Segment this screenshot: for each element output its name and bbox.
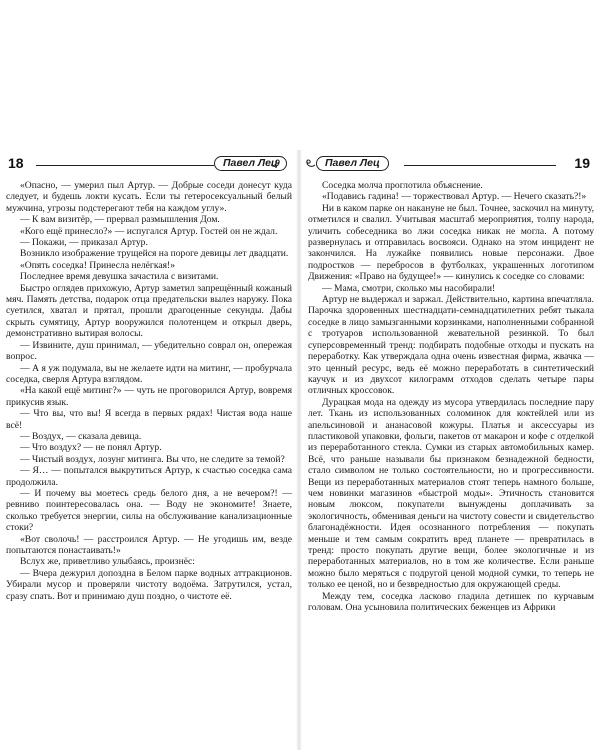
- paragraph: «Вот сволочь! — расстроился Артур. — Не угодишь им, везде попытаются понастаивать!»: [6, 533, 292, 556]
- paragraph: Последнее время девушка зачастила с визитами.: [20, 271, 219, 283]
- book-gutter: [296, 150, 302, 750]
- right-header-curl-ornament: [304, 158, 316, 168]
- paragraph: — Мама, смотри, сколько мы насобирали!: [322, 282, 496, 294]
- right-page: [308, 150, 594, 613]
- paragraph: — Вчера дежурил допоздна в Белом парке водных аттракционов. Убирали мусор и проверяли чистоту водоёма. Затрутился, устал, сразу спать. Вот и принимаю душ поздно, о чистоте её.: [6, 567, 292, 602]
- right-running-head: Павел Лец: [316, 156, 389, 171]
- left-page-header: [6, 150, 292, 174]
- paragraph: Артур не выдержал и заржал. Действительно, картина впечатляла. Парочка здоровенных шестнадцати-семнадцатилетних ребят тыкала соседке в лицо замызганными корзинками, наполненными собранной с тротуаров использованной жевательной резинкой. То был суперсовременный тренд: подбирать подобные отходы и пускать на переработку. Как утверждала одна очень известная фирма, жвачка — это ценный ресурс, ведь её можно переработать в синтетический каучук и из двухсот килограмм отходов сделать четыре пары отличных кроссовок.: [308, 294, 594, 397]
- left-page-number: 18: [8, 155, 24, 171]
- paragraph: Дурацкая мода на одежду из мусора утвердилась последние пару лет. Ткань из использованных соломинок для коктейлей или из апельсиновой и ананасовой кожуры. Платья и аксессуары из пластиковой упаковки, фольги, пакетов от макарон и кофе с отделкой из переработанного стекла. Сумки из старых автомобильных камер. Всё, что раньше называли бы признаком безнадежной бедности, стало символом не только состоятельности, но и прогрессивности. Вещи из переработанных материалов стоят теперь намного больше, чем новинки магазинов «быстрой моды». Этичность становится новым люксом, покупатели вынуждены доплачивать за экологичность, обменивая деньги на чистоту совести и свидетельство благонадёжности. Идея осознанного потребления — покупать меньше и тем самым сократить вред планете — превратилась в тренд: просто покупать другие вещи, более экологичные и из переработанных материалов, но в том же количестве. Если раньше можно было меряться с подругой ценой модной сумки, то теперь не только ее ценой, но и безвредностью для окружающей среды.: [308, 396, 594, 591]
- paragraph: «Подавись гадина! — торжествовал Артур. — Нечего сказать?!»: [322, 191, 587, 203]
- paragraph: Быстро оглядев прихожую, Артур заметил запрещённый кожаный мяч. Память детства, подарок отца предательски вылез наружу. Пока суетился, хватал и прятал, прошли драгоценные секунды. Дабы скрыть сумятицу, Артур вооружился полотенцем и открыл дверь, демонстративно вытирая волосы.: [6, 282, 292, 340]
- paragraph: — Чистый воздух, лозунг митинга. Вы что, не следите за темой?: [20, 453, 285, 465]
- left-header-rule: [36, 165, 214, 166]
- left-running-head: Павел Лец: [214, 156, 287, 171]
- left-header-curl-ornament: [270, 158, 282, 168]
- paragraph: — К вам визитёр, — прервал размышления Дом.: [20, 214, 220, 226]
- paragraph: — Я… — попытался выкрутиться Артур, к счастью соседка сама продолжила.: [6, 465, 292, 488]
- paragraph: Между тем, соседка ласково гладила детишек по курчавым головам. Она усыновила политических беженцев из Африки: [308, 590, 594, 614]
- left-page: [6, 150, 292, 602]
- right-header-rule: [404, 165, 556, 166]
- right-page-header: [308, 150, 594, 174]
- paragraph: Соседка молча проглотила объяснение.: [322, 180, 483, 191]
- paragraph: — Что вы, что вы! Я всегда в первых рядах! Чистая вода наше всё!: [6, 408, 292, 431]
- paragraph: — Извините, душ принимал, — убедительно соврал он, опережая вопрос.: [6, 339, 292, 363]
- paragraph: — Что воздух? — не понял Артур.: [20, 442, 162, 454]
- paragraph: Возникло изображение трущейся на пороге девицы лет двадцати.: [20, 248, 289, 260]
- paragraph: Ни в каком парке он накануне не был. Точнее, заскочил на минуту, отметился и свалил. Учитывая масштаб мероприятия, толпу народа, уличить собеседника во лжи соседка никак не могла. А потому развернулась и отправилась восвояси. Однако на этом инцидент не закончился. На лужайке появились новые персонажи. Двое подростков — перебросов в футболках, украшенных логотипом Движения: «Право на будущее!» — кинулись к соседке со словами:: [308, 202, 594, 283]
- right-page-body: [308, 180, 594, 613]
- paragraph: — Воздух, — сказала девица.: [20, 430, 142, 442]
- paragraph: — А я уж подумала, вы не желаете идти на митинг, — пробурчала соседка, сверля Артура взглядом.: [6, 362, 292, 385]
- paragraph: «Опасно, — умерил пыл Артур. — Добрые соседи донесут куда следует, и будешь локти кусать. Если ты гетеросексуальный белый мужчина, угрозы подстерегают тебя на каждом углу».: [6, 180, 292, 214]
- left-page-body: [6, 180, 292, 602]
- paragraph: «На какой ещё митинг?» — чуть не проговорился Артур, вовремя прикусив язык.: [6, 385, 292, 408]
- paragraph: Вслух же, приветливо улыбаясь, произнёс:: [20, 556, 195, 568]
- paragraph: «Кого ещё принесло?» — испугался Артур. Гостей он не ждал.: [20, 225, 278, 237]
- paragraph: — И почему вы моетесь средь белого дня, а не вечером?! — ревниво поинтересовалась она. — Воду не экономите! Знаете, сколько требуется энергии, силы на обслуживание канализационные стоки?: [6, 487, 292, 534]
- paragraph: — Покажи, — приказал Артур.: [20, 237, 148, 249]
- paragraph: «Опять соседка! Принесла нелёгкая!»: [20, 259, 176, 271]
- right-page-number: 19: [574, 155, 590, 171]
